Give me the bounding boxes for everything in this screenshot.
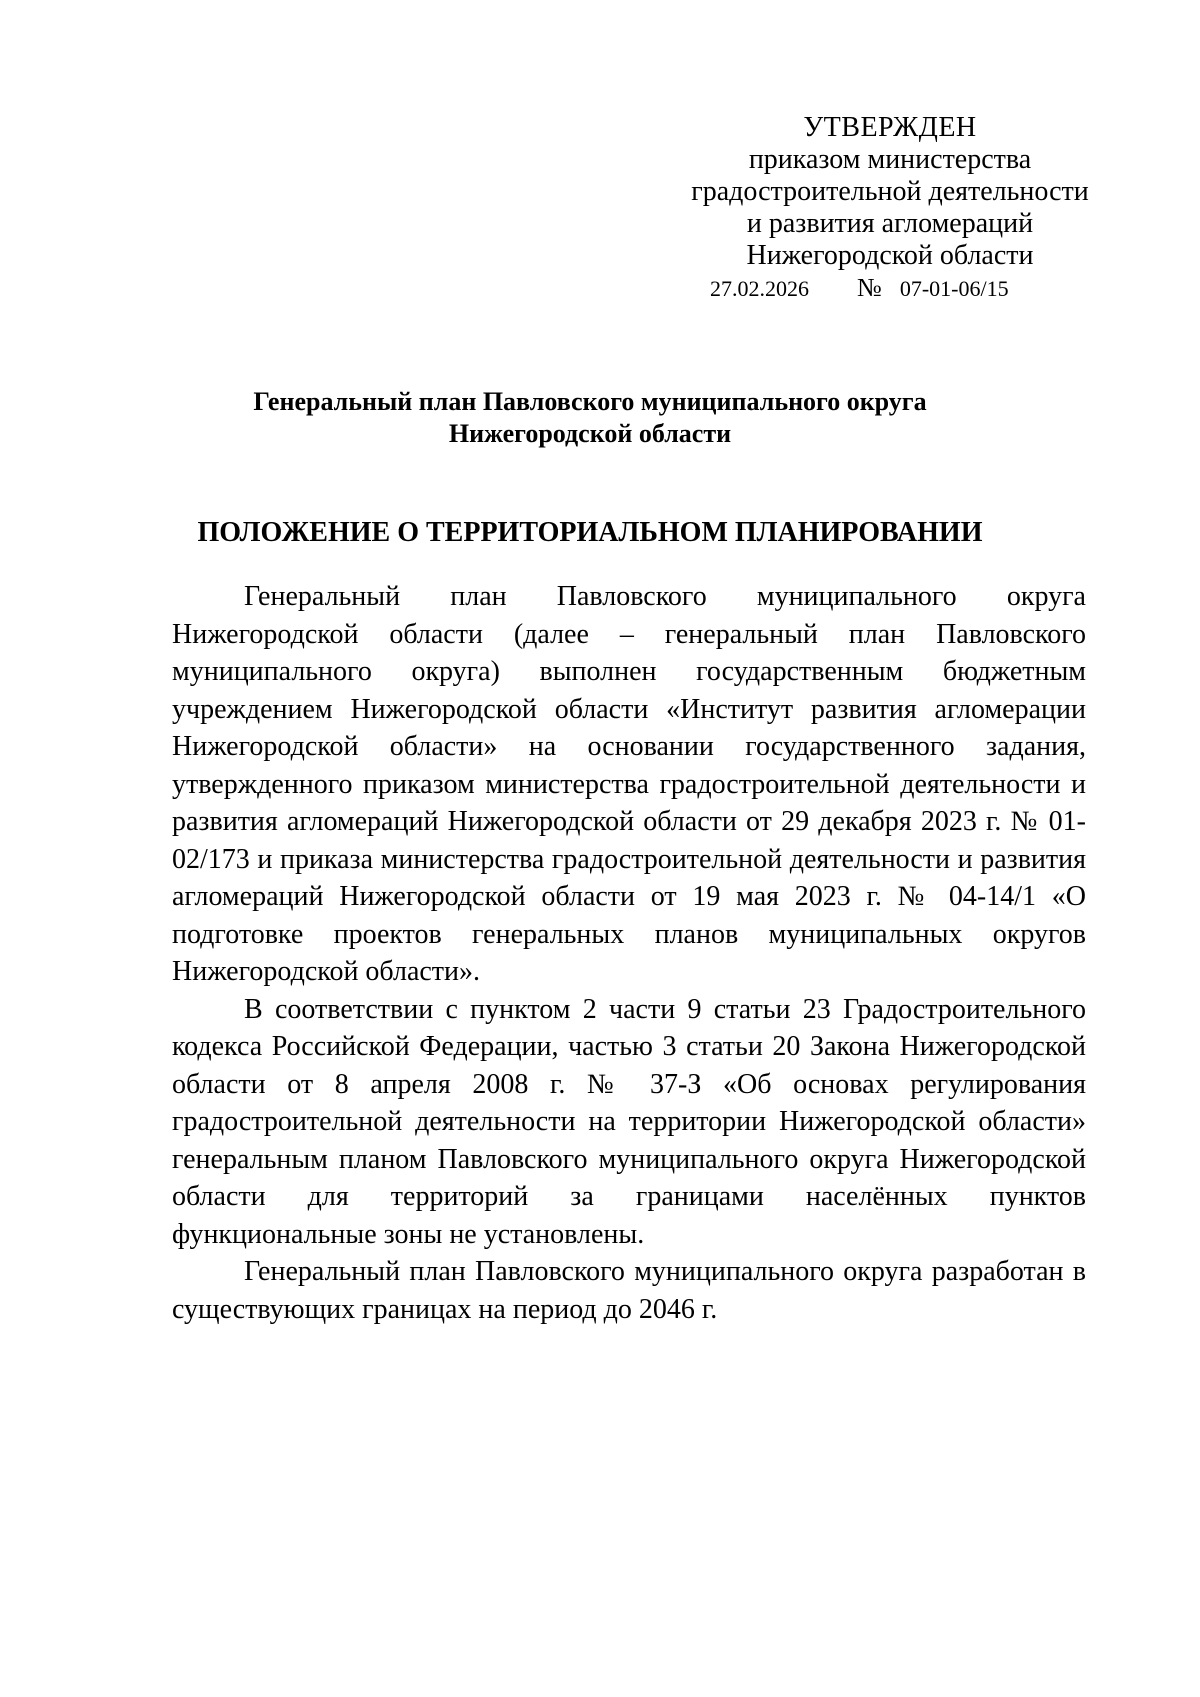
approval-line-3: и развития агломераций [746, 208, 1034, 239]
paragraph: В соответствии с пунктом 2 части 9 статьи 23 Градостроительного кодекса Российской Федерации, частью 3 статьи 20 Закона Нижегородской области от 8 апреля 2008 г. № 37-З «Об основах регулирования градостроительной деятельности на территории Нижегородской области» генеральным планом Павловского муниципального округа Нижегородской области для территорий за границами населённых пунктов функциональные зоны не установлены. [172, 993, 1086, 1250]
order-number: 07-01-06/15 [899, 276, 1009, 301]
order-details [710, 275, 1009, 302]
document-title [130, 386, 1050, 450]
document-title-line-2: Нижегородской области [448, 419, 732, 448]
approval-line-4: Нижегородской области [746, 240, 1034, 271]
approval-line-1: приказом министерства [748, 144, 1032, 175]
approval-status: УТВЕРЖДЕН [803, 112, 977, 143]
approval-line-2: градостроительной деятельности [691, 176, 1089, 207]
approval-stamp [680, 112, 1100, 272]
number-sign: № [857, 273, 882, 302]
paragraph: Генеральный план Павловского муниципального округа разработан в существующих границах на период до 2046 г. [172, 1256, 1086, 1325]
document-title-line-1: Генеральный план Павловского муниципального округа [253, 387, 927, 416]
paragraph: Генеральный план Павловского муниципального округа Нижегородской области (далее – генеральный план Павловского муниципального округа) выполнен государственным бюджетным учреждением Нижегородской области «Институт развития агломерации Нижегородской области» на основании государственного задания, утвержденного приказом министерства градостроительной деятельности и развития агломераций Нижегородской области от 29 декабря 2023 г. № 01-02/173 и приказа министерства градостроительной деятельности и развития агломераций Нижегородской области от 19 мая 2023 г. № 04-14/1 «О подготовке проектов генеральных планов муниципальных округов Нижегородской области». [172, 581, 1086, 987]
order-date: 27.02.2026 [710, 276, 809, 301]
document-body [172, 578, 1086, 1328]
section-heading: ПОЛОЖЕНИЕ О ТЕРРИТОРИАЛЬНОМ ПЛАНИРОВАНИИ [197, 517, 983, 548]
